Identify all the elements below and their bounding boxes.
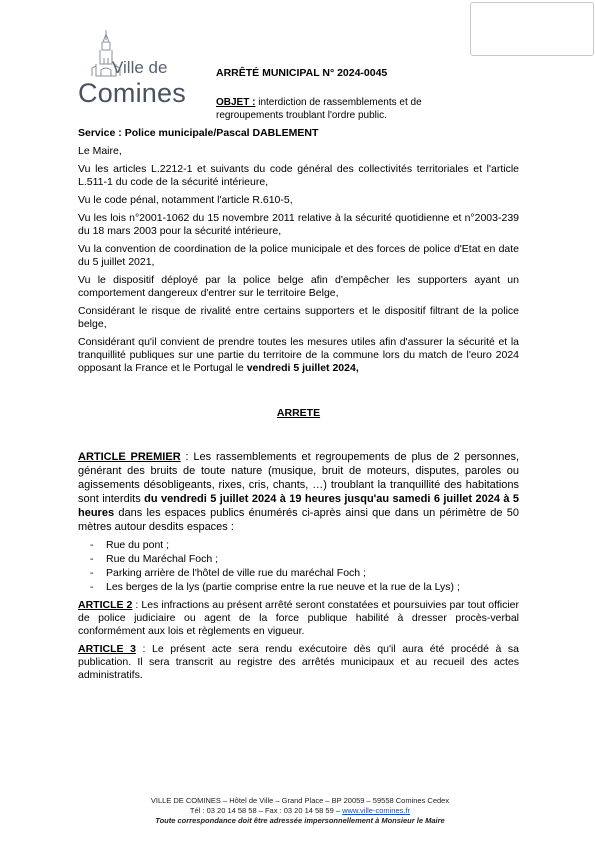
- list-item: - Rue du Maréchal Foch ;: [78, 553, 519, 566]
- intro-paragraph: Vu les articles L.2212-1 et suivants du code général des collectivités territoriales et l'article L.511-1 du code de la sécurité intérieure,: [78, 163, 519, 188]
- intro-paragraph: Considérant le risque de rivalité entre certains supporters et le dispositif filtrant de la police belge,: [78, 305, 519, 330]
- list-item: - Rue du pont ;: [78, 539, 519, 552]
- article-3-text: : Le présent acte sera rendu exécutoire dès qu'il aura été procédé à sa publication. Il sera transcrit au registre des arrêtés municipaux et au recueil des actes administratifs.: [78, 643, 519, 681]
- article-1-heading: ARTICLE PREMIER: [78, 451, 181, 463]
- intro-paragraph: Vu la convention de coordination de la police municipale et des forces de police d'Etat en date du 5 juillet 2021,: [78, 243, 519, 268]
- considerant-paragraph: [78, 336, 519, 375]
- article-2: [78, 599, 519, 638]
- document-body: [78, 127, 519, 687]
- intro-paragraph: Le Maire,: [78, 145, 122, 157]
- footer-phone: Tél : 03 20 14 58 58 – Fax : 03 20 14 58 59 –: [189, 806, 343, 815]
- intro-paragraph: Vu le dispositif déployé par la police belge afin d'empêcher les supporters ayant un comportement dangereux d'entrer sur le territoire Belge,: [78, 274, 519, 299]
- logo-ville-text: Ville de: [112, 58, 168, 77]
- article-1: [78, 450, 519, 534]
- footer-contact: [100, 806, 500, 816]
- article-1-text-end: dans les espaces publics énumérés ci-après ainsi que dans un périmètre de 50 mètres autour desdits espaces :: [78, 507, 519, 533]
- considerant-date: vendredi 5 juillet 2024,: [246, 362, 359, 374]
- footer-notice: Toute correspondance doit être adressée impersonnellement à Monsieur le Maire: [155, 816, 445, 825]
- article-2-heading: ARTICLE 2: [78, 599, 133, 611]
- website-link[interactable]: www.ville-comines.fr: [342, 806, 411, 815]
- objet: [216, 96, 466, 122]
- intro-paragraph: Vu les lois n°2001-1062 du 15 novembre 2011 relative à la sécurité quotidienne et n°2003-239 du 18 mars 2003 pour la sécurité intérieure,: [78, 212, 519, 237]
- logo-comines-text: Comines: [78, 78, 186, 108]
- intro-paragraph: Vu le code pénal, notamment l'article R.610-5,: [78, 194, 293, 206]
- list-item: - Parking arrière de l'hôtel de ville rue du maréchal Foch ;: [78, 567, 519, 580]
- article-1-dates: du vendredi 5 juillet 2024 à 19 heures jusqu'au samedi 6 juillet 2024 à 5 heures: [78, 493, 519, 519]
- objet-text: interdiction de rassemblements et de regroupements troublant l'ordre public.: [216, 97, 422, 121]
- article-1-text: : Les rassemblements et regroupements de plus de 2 personnes, générant des bruits de toute nature (musique, bruit de moteurs, disputes, paroles ou agissements désobligeants, rixes, cris, chants, …) troublant la tranquillité des habitations sont interdits: [78, 451, 519, 505]
- arrete-title: ARRETE: [276, 407, 321, 419]
- article-2-text: : Les infractions au présent arrêté seront constatées et poursuivies par tout officier de police judiciaire ou agent de la force publique habilité à dresser procès-verbal conformément aux lois et règlements en vigueur.: [78, 599, 520, 637]
- city-logo: [78, 28, 196, 106]
- arrete-number: ARRÊTÉ MUNICIPAL N° 2024-0045: [216, 67, 388, 79]
- footer-address: VILLE DE COMINES – Hôtel de Ville – Grand Place – BP 20059 – 59558 Comines Cedex: [150, 796, 450, 805]
- article-3: [78, 643, 519, 682]
- footer: [100, 796, 500, 826]
- considerant-text: Considérant qu'il convient de prendre toutes les mesures utiles afin d'assurer la sécurité et la tranquillité publiques sur une partie du territoire de la commune lors du match de l'euro 2024 opposant la France et le Portugal le: [78, 336, 519, 374]
- service-line: Service : Police municipale/Pascal DABLEMENT: [78, 127, 319, 139]
- objet-label: OBJET :: [216, 97, 256, 108]
- list-item: - Les berges de la lys (partie comprise entre la rue neuve et la rue de la Lys) ;: [78, 581, 519, 594]
- article-3-heading: ARTICLE 3: [78, 643, 136, 655]
- stamp-box: [470, 2, 594, 56]
- places-list: [78, 539, 519, 594]
